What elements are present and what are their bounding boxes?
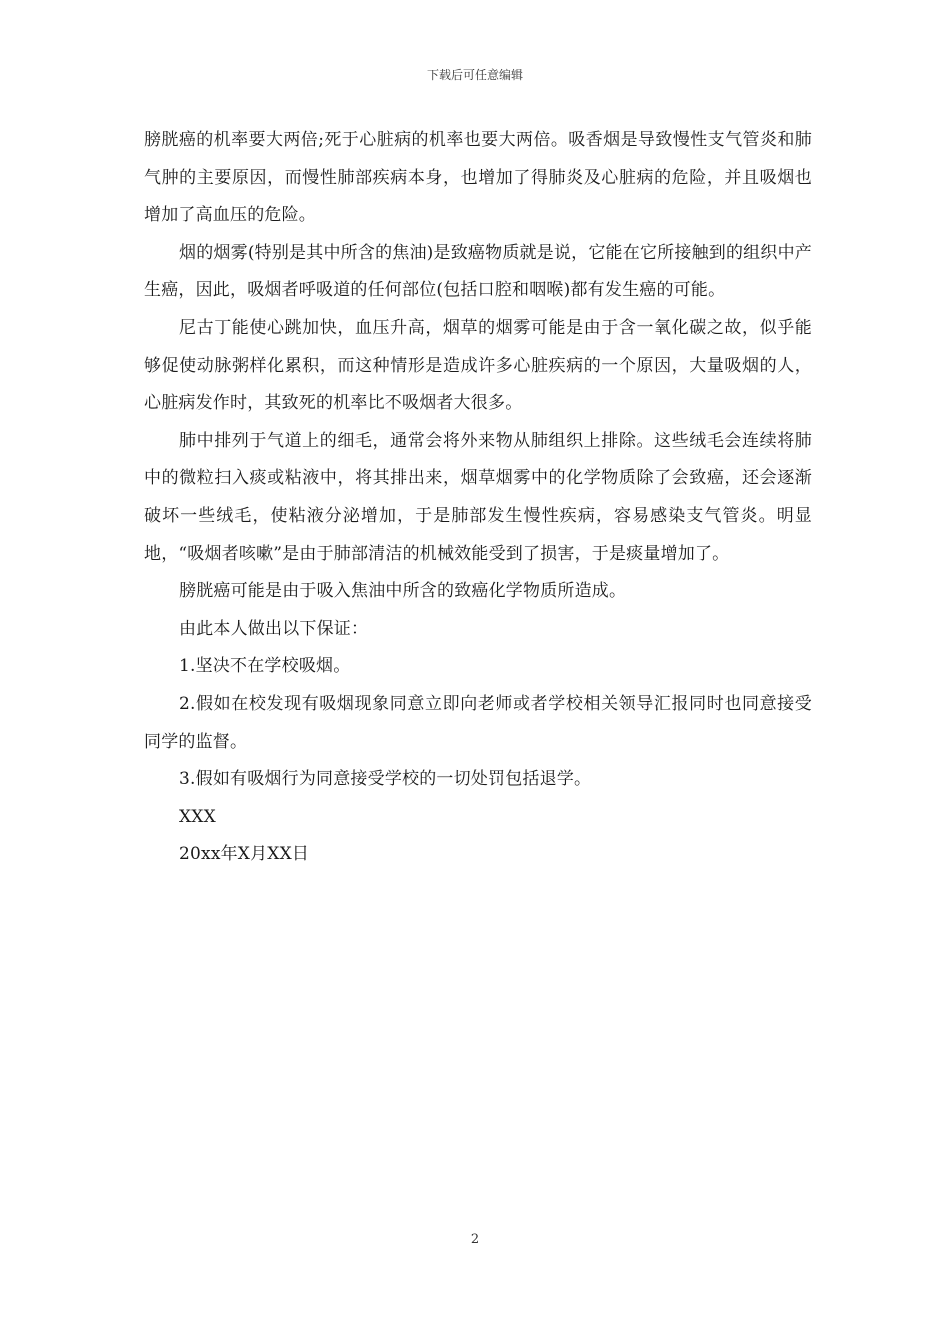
- pledge-item-1: 1.坚决不在学校吸烟。: [179, 656, 351, 677]
- pledge-item-3: 3.假如有吸烟行为同意接受学校的一切处罚包括退学。: [179, 769, 592, 790]
- paragraph-nicotine: 尼古丁能使心跳加快，血压升高，烟草的烟雾可能是由于含一氧化碳之故，似乎能够促使动脉粥样化累积，而这种情形是造成许多心脏疾病的一个原因，大量吸烟的人，心脏病发作时，其致死的机率比不吸烟者大很多。: [144, 317, 812, 414]
- pledge-item-2: 2.假如在校发现有吸烟现象同意立即向老师或者学校相关领导汇报同时也同意接受同学的监督。: [144, 693, 812, 752]
- paragraph-continuation: 膀胱癌的机率要大两倍;死于心脏病的机率也要大两倍。吸香烟是导致慢性支气管炎和肺气肿的主要原因，而慢性肺部疾病本身，也增加了得肺炎及心脏病的危险，并且吸烟也增加了高血压的危险。: [144, 130, 812, 226]
- paragraph-bladder-cancer: 膀胱癌可能是由于吸入焦油中所含的致癌化学物质所造成。: [179, 581, 627, 602]
- signature-name: XXX: [179, 806, 216, 827]
- paragraph-pledge-intro: 由此本人做出以下保证：: [179, 618, 369, 639]
- paragraph-lung-cilia: 肺中排列于气道上的细毛，通常会将外来物从肺组织上排除。这些绒毛会连续将肺中的微粒扫入痰或粘液中，将其排出来，烟草烟雾中的化学物质除了会致癌，还会逐渐破坏一些绒毛，使粘液分泌增加，于是肺部发生慢性疾病，容易感染支气管炎。明显地，“吸烟者咳嗽”是由于肺部清洁的机械效能受到了损害，于是痰量增加了。: [144, 430, 812, 564]
- paragraph-smoke-carcinogen: 烟的烟雾(特别是其中所含的焦油)是致癌物质就是说，它能在它所接触到的组织中产生癌，因此，吸烟者呼吸道的任何部位(包括口腔和咽喉)都有发生癌的可能。: [144, 242, 812, 301]
- signature-date: 20xx年X月XX日: [179, 844, 310, 865]
- document-body: [144, 122, 812, 874]
- page-number: 2: [470, 1232, 480, 1247]
- page-header: 下载后可任意编辑: [426, 68, 523, 82]
